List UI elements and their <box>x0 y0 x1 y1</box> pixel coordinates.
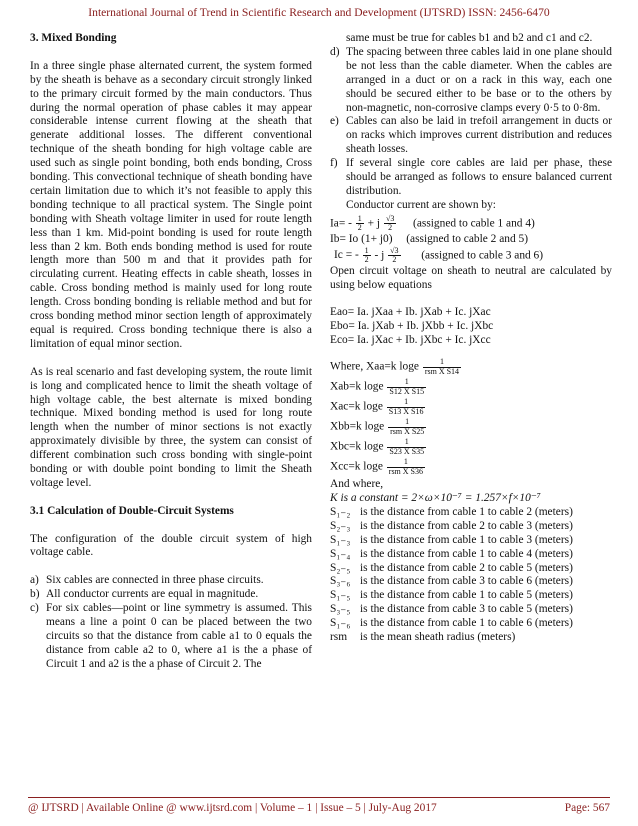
equation-note: (assigned to cable 3 and 6) <box>421 249 544 262</box>
distance-definition: S₁₋₄ is the distance from cable 1 to cable 4 (meters) <box>330 547 573 560</box>
distance-definition: S₁₋₃ is the distance from cable 1 to cable 3 (meters) <box>330 533 573 546</box>
fraction: $\frac{1}{2}$ <box>357 213 362 233</box>
list-item <box>330 115 612 157</box>
left-column <box>30 32 312 672</box>
right-column <box>330 32 612 645</box>
paragraph: Open circuit voltage on sheath to neutral are calculated by using below equations <box>330 264 612 291</box>
list-item <box>30 588 312 602</box>
list-label: c) <box>30 602 39 615</box>
distance-definition: S₃₋₅ is the distance from cable 3 to cable 5 (meters) <box>330 603 573 616</box>
distance-list <box>330 506 612 645</box>
fraction: $\frac{√3}{2}$ <box>385 213 395 233</box>
current-equation-b: Ib= Io (1+ j0) (assigned to cable 2 and 5) <box>330 232 529 245</box>
fraction: $\frac{√3}{2}$ <box>390 245 399 265</box>
fraction: $\frac{1}{\text{S23 X S35}}$ <box>389 437 425 456</box>
list-text: The spacing between three cables laid in one plane should be not less than the cable diameter. When the cables are arranged in a duct or on a rack in this way, each one should be secured either to be base or to the others by non-magnetic, non-corrosive clamps every 0·5 to 0·8m. <box>346 45 612 114</box>
reactance-equation: Xcc=k loge 1 rsm X S36 <box>330 457 424 476</box>
list-label: b) <box>30 588 40 601</box>
current-equation-c: Ic = - $\frac{1}{2}$ - j $\frac{√3}{2}$ (assigned to cable 3 and 6) <box>334 245 544 265</box>
list-item <box>30 574 312 588</box>
list-label: e) <box>330 115 339 128</box>
voltage-equation: Ebo= Ia. jXab + Ib. jXbb + Ic. jXbc <box>330 320 494 333</box>
subsection-heading: 3.1 Calculation of Double-Circuit Systems <box>30 504 234 517</box>
section-heading: 3. Mixed Bonding <box>30 32 117 44</box>
fraction: $\frac{1}{\text{S13 X S16}}$ <box>388 397 424 416</box>
current-equation-a: Ia= - $\frac{1}{2}$ + j $\frac{√3}{2}$ (assigned to cable 1 and 4) <box>330 213 535 233</box>
list-continuation: same must be true for cables b1 and b2 and c1 and c2. <box>346 32 593 44</box>
distance-definition: S₂₋₃ is the distance from cable 2 to cable 3 (meters) <box>330 519 573 532</box>
equation-note: (assigned to cable 2 and 5) <box>406 232 529 245</box>
paragraph: As is real scenario and fast developing system, the route limit is long and complicated hence to limit the sheath voltage of high voltage cable, the best alternate is mixed bonding technique. Mixed bonding method is used for long route length when the number of minor sections is not exactly approximately divisible by three, the system can consist of different combination such cross bonding with single-point bonding or with double point bonding to limit the Sheath voltage level. <box>30 365 312 489</box>
distance-definition: S₁₋₆ is the distance from cable 1 to cable 6 (meters) <box>330 617 573 630</box>
reactance-equation: Xbc=k loge $\frac{1}{\text{S23 X S35}}$ <box>330 437 425 456</box>
list-text: All conductor currents are equal in magnitude. <box>46 588 259 601</box>
reactance-equation: Xbb=k loge 1 rsm X S25 <box>330 417 425 436</box>
distance-definition: S₃₋₆ is the distance from cable 3 to cable 6 (meters) <box>330 575 573 588</box>
fraction: 1 rsm X S25 <box>390 417 425 436</box>
list-label: d) <box>330 45 340 58</box>
page-number: Page: 567 <box>564 802 610 814</box>
voltage-equation: Eao= Ia. jXaa + Ib. jXab + Ic. jXac <box>330 306 491 319</box>
list-label: a) <box>30 574 39 587</box>
distance-definition: S₁₋₅ is the distance from cable 1 to cable 5 (meters) <box>330 589 573 602</box>
list-item <box>330 46 612 116</box>
fraction: 1 rsm X S14 <box>424 357 460 376</box>
voltage-equation: Eco= Ia. jXac + Ib. jXbc + Ic. jXcc <box>330 334 491 347</box>
distance-definition: S₂₋₅ is the distance from cable 2 to cable 5 (meters) <box>330 561 573 574</box>
reactance-equation: Xab=k loge $\frac{1}{\text{S12 X S15}}$ <box>330 377 425 396</box>
conductor-intro: Conductor current are shown by: <box>346 198 496 211</box>
list-text: Cables can also be laid in trefoil arrangement in ducts or on racks which improves current distribution and reduces sheath losses. <box>346 115 612 156</box>
distance-definition: S₁₋₂ is the distance from cable 1 to cable 2 (meters) <box>330 505 573 518</box>
equation-note: (assigned to cable 1 and 4) <box>413 217 535 230</box>
reactance-equation: Where, Xaa=k loge 1 rsm X S14 <box>330 357 460 376</box>
list-text: If several single core cables are laid per phase, these should be arranged as follows to ensure balanced current distribution. <box>346 157 612 197</box>
paragraph: The configuration of the double circuit system of high voltage cable. <box>30 532 312 559</box>
and-where: And where, <box>330 478 384 491</box>
k-constant: K is a constant = 2×ω×10⁻⁷ = 1.257×f×10⁻⁷ <box>330 492 541 505</box>
list-item <box>330 157 612 199</box>
list-text: For six cables—point or line symmetry is assumed. This means a line a point 0 can be placed between the two circuits so that the distance from cable a1 to 0 equals the distance from cable a2 to 0, where a1 is the a phase of Circuit 1 and a2 is the a phase of Circuit 2. The <box>46 602 312 670</box>
journal-header: International Journal of Trend in Scientific Research and Development (IJTSRD) ISSN: 2456-6470 <box>88 6 550 19</box>
page-footer <box>28 797 610 814</box>
list-label: f) <box>330 157 338 170</box>
reactance-equation: Xac=k loge $\frac{1}{\text{S13 X S16}}$ <box>330 397 424 416</box>
list-text: Six cables are connected in three phase circuits. <box>46 574 264 587</box>
paragraph: In a three single phase alternated current, the system formed by the sheath is behave as a secondary circuit strongly linked to the primary circuit formed by the main conductors. Thus during the normal operation of phase cables it may appear considerable intense current flowing at the sheath that generate additional losses. The different conventional technique of the sheath bonding for high voltage cable are used such as single point bonding, both ends bonding, Cross bonding. This convectional technique of sheath bonding have certain limitation due to which it’s not feasible to apply this bonding technique to all practical system. The Single point bonding with Sheath voltage limiter in used for route length less than 1 km. Mid-point bonding is used for route length less than 2 km. Both ends bonding method is used for route length more than 500 m and that it provides path for circulating current. Heating effects in cable sheath, losses in cable. Cross bonding method is mainly used for long route length. Cross bonding bonding is reliable method and but for cross bonding method minor section length of approximately equal is required. Cross bonding technique there is also a limitation of equal minor section. <box>30 59 312 350</box>
footer-citation: @ IJTSRD | Available Online @ www.ijtsrd.com | Volume – 1 | Issue – 5 | July-Aug 2017 <box>28 802 437 814</box>
distance-definition: rsm is the mean sheath radius (meters) <box>330 631 516 644</box>
fraction: $\frac{1}{\text{S12 X S15}}$ <box>389 377 425 396</box>
list-item <box>30 602 312 672</box>
fraction: $\frac{1}{2}$ <box>364 245 369 265</box>
fraction: 1 rsm X S36 <box>388 457 424 476</box>
